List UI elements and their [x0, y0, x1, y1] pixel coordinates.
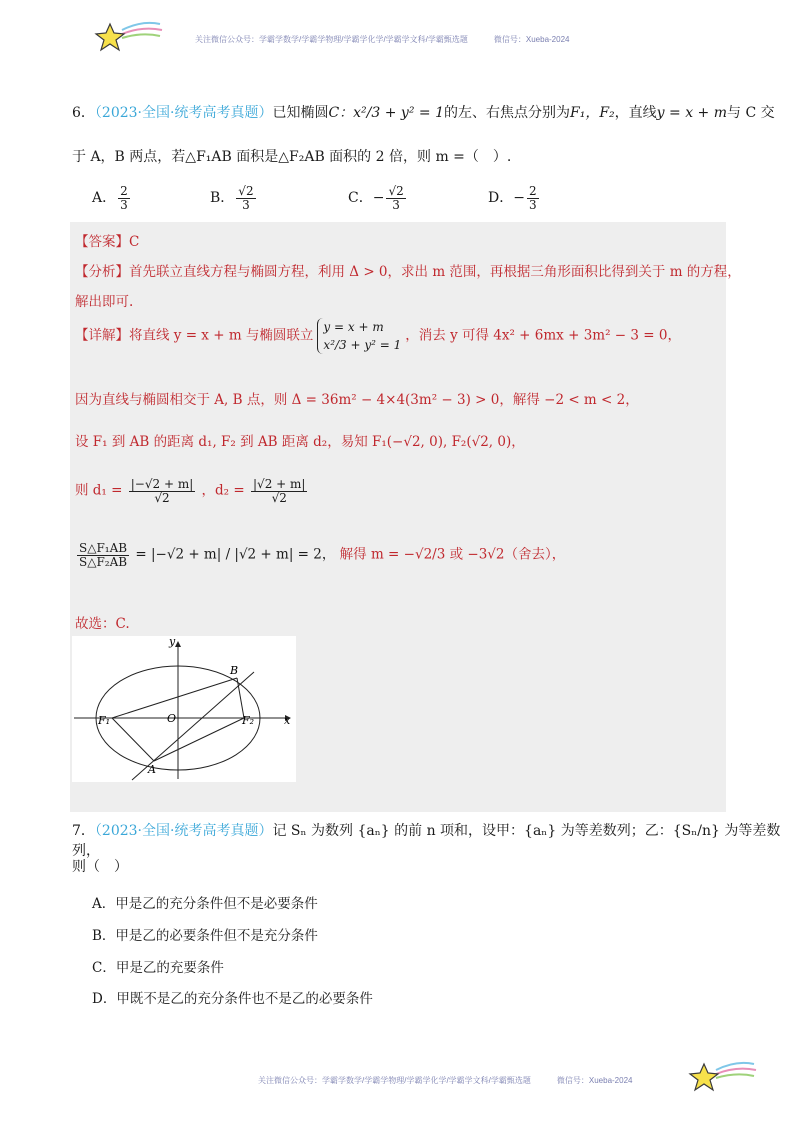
analysis-line-2: 解出即可.	[75, 294, 134, 310]
q6-text: 与 C 交	[727, 105, 775, 121]
ellipse-diagram	[72, 636, 296, 782]
fraction-denominator: 3	[528, 197, 537, 212]
label-y: y	[169, 636, 176, 648]
fraction-denominator: S△F₂AB	[79, 554, 128, 569]
delta-line: 因为直线与椭圆相交于 A, B 点，则 Δ = 36m² − 4×4(3m² − 3) > 0，解得 −2 < m < 2，	[75, 392, 639, 408]
ellipse-equation: C：x²/3 + y² = 1	[328, 105, 444, 121]
ellipse-figure	[72, 636, 296, 782]
d1-label: 则 d₁ =	[75, 482, 123, 499]
choose-line: 故选：C.	[75, 616, 130, 632]
label-b: B	[230, 664, 239, 677]
foci-labels: F₁，F₂	[570, 105, 615, 121]
label-f1: F₁	[98, 714, 111, 727]
footer-text: 关注微信公众号：学霸学数学/学霸学物理/学霸学化学/学霸学文科/学霸甄选题	[258, 1076, 531, 1085]
ratio-expression: = |−√2 + m| / |√2 + m| = 2，	[135, 546, 336, 563]
fraction-denominator: 3	[242, 197, 250, 212]
detail-tag: 【详解】	[75, 327, 129, 344]
ratio-result: 解得 m = −√2/3 或 −3√2（舍去），	[339, 546, 566, 563]
fraction-numerator: √2	[388, 184, 404, 198]
fraction-numerator: 2	[120, 184, 128, 198]
header-wechat: 微信号：Xueba-2024	[493, 35, 570, 44]
option-label: D．	[488, 190, 514, 207]
fraction-denominator: √2	[154, 490, 170, 505]
detail-text-2: ，消去 y 可得 4x² + 6mx + 3m² − 3 = 0，	[405, 327, 681, 344]
question-6-line1	[72, 104, 775, 124]
equation-system	[317, 318, 401, 354]
fraction-numerator: |−√2 + m|	[130, 477, 194, 491]
fraction-numerator: |√2 + m|	[253, 477, 306, 491]
answer-line: 【答案】C	[75, 234, 140, 250]
fraction-denominator: 3	[120, 197, 128, 212]
option-b[interactable]	[210, 185, 258, 211]
q6-text: ，直线	[614, 105, 657, 121]
option-label: C．	[348, 190, 373, 207]
option-sign: −	[372, 190, 385, 207]
footer-wechat: 微信号：Xueba-2024	[556, 1076, 633, 1085]
q7-option-d[interactable]: D．甲既不是乙的充分条件也不是乙的必要条件	[92, 991, 373, 1007]
fraction-numerator: 2	[528, 184, 537, 198]
question-7-line2: 则（ ）	[72, 859, 128, 875]
analysis-text: 首先联立直线方程与椭圆方程，利用 Δ > 0，求出 m 范围，再根据三角形面积比得到关于 m 的方程，	[129, 264, 741, 280]
option-label: A．	[92, 190, 117, 207]
option-fraction	[527, 185, 539, 211]
question-source: （2023·全国·统考高考真题）	[94, 823, 273, 839]
q7-text: 记 Sₙ 为数列 {aₙ} 的前 n 项和，设甲：{aₙ} 为等差数列；乙：{Sₙ/n} 为等差数列，	[72, 823, 781, 859]
option-fraction	[386, 185, 405, 211]
d2-fraction	[251, 478, 307, 504]
fraction-denominator: √2	[271, 490, 287, 505]
q7-option-b[interactable]: B．甲是乙的必要条件但不是充分条件	[92, 928, 318, 944]
label-f2: F₂	[242, 714, 255, 727]
page-footer	[258, 1075, 688, 1086]
ratio-line	[75, 542, 565, 568]
detail-line	[75, 318, 681, 354]
option-fraction	[236, 185, 255, 211]
distance-formula-line	[75, 478, 309, 504]
fraction-numerator: S△F₁AB	[79, 541, 128, 555]
q7-option-c[interactable]: C．甲是乙的充要条件	[92, 960, 224, 976]
fraction-denominator: 3	[392, 197, 400, 212]
q7-option-a[interactable]: A．甲是乙的充分条件但不是必要条件	[92, 896, 318, 912]
header-text: 关注微信公众号：学霸学数学/学霸学物理/学霸学化学/学霸学文科/学霸甄选题	[195, 35, 468, 44]
option-sign: −	[513, 190, 525, 207]
option-c[interactable]	[348, 185, 408, 211]
option-a[interactable]	[92, 185, 132, 211]
d2-label: ，d₂ =	[201, 482, 245, 499]
d1-fraction	[129, 478, 195, 504]
option-fraction	[118, 185, 130, 211]
option-d[interactable]	[488, 185, 541, 211]
line-equation: y = x + m	[656, 105, 727, 121]
star-logo-icon	[92, 18, 164, 62]
system-eq-2: x²/3 + y² = 1	[323, 338, 402, 352]
question-number: 6．	[72, 105, 95, 121]
page-header	[195, 34, 615, 45]
question-6-line2: 于 A，B 两点，若△F₁AB 面积是△F₂AB 面积的 2 倍，则 m =（ ）.	[72, 149, 512, 165]
segment-f1a	[112, 718, 154, 761]
detail-text: 将直线 y = x + m 与椭圆联立	[129, 327, 314, 344]
question-number: 7．	[72, 823, 95, 839]
system-eq-1: y = x + m	[323, 320, 384, 334]
option-label: B．	[210, 190, 235, 207]
q6-text: 的左、右焦点分别为	[444, 105, 570, 121]
analysis-tag: 【分析】	[75, 264, 129, 280]
label-x: x	[284, 714, 291, 727]
q6-text: 已知椭圆	[272, 105, 329, 121]
question-7-line1	[72, 822, 794, 861]
star-logo-icon	[686, 1058, 758, 1102]
fraction-numerator: √2	[238, 184, 254, 198]
area-ratio-fraction	[77, 542, 129, 568]
label-origin: O	[167, 712, 177, 725]
analysis-line	[75, 260, 741, 280]
distance-line: 设 F₁ 到 AB 的距离 d₁, F₂ 到 AB 距离 d₂，易知 F₁(−√2, 0), F₂(√2, 0)，	[75, 434, 525, 450]
question-source: （2023·全国·统考高考真题）	[94, 105, 273, 121]
label-a: A	[148, 763, 156, 776]
